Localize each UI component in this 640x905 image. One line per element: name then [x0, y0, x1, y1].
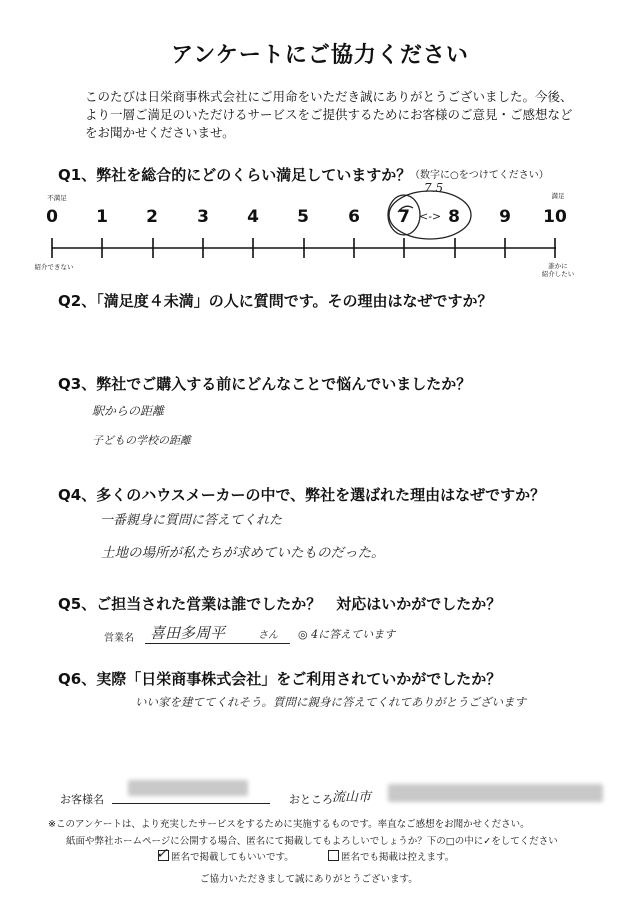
footer-note-2: 紙面や弊社ホームページに公開する場合、匿名にて掲載してもよろしいでしょうか？下の□の中に✓をしてください — [66, 836, 558, 847]
q1-low-label: 不満足 — [47, 194, 67, 202]
q2-question: Q2、「満足度４未満」の人に質問です。その理由はなぜですか？ — [58, 292, 493, 310]
footer-option-no[interactable] — [328, 850, 454, 865]
scale-number-2[interactable]: 2 — [146, 207, 158, 227]
scale-number-10[interactable]: 10 — [543, 207, 567, 227]
scale-number-5[interactable]: 5 — [297, 207, 309, 227]
scale-number-7[interactable]: 7 — [398, 207, 410, 227]
q5-sales-label: 営業名 — [104, 633, 134, 644]
circle-answer-mark — [389, 191, 471, 239]
q1-answer-note: 7.5 — [424, 181, 444, 195]
scale-number-6[interactable]: 6 — [348, 207, 360, 227]
q1-answer-arrows: <-> — [419, 210, 442, 223]
scale-number-8[interactable]: 8 — [448, 207, 460, 227]
footer-note-1: ※このアンケートは、より充実したサービスをするために実施するものです。率直なご感想をお聞かせください。 — [48, 819, 530, 830]
q4-answer-2: 土地の場所が私たちが求めていたものだった。 — [101, 545, 385, 561]
q6-answer: いい家を建ててくれそう。質問に親身に答えてくれてありがとうございます — [135, 695, 526, 709]
q3-answer-1: 駅からの距離 — [92, 404, 165, 418]
page-title: アンケートにご協力ください — [171, 43, 469, 68]
checkbox-no[interactable] — [328, 850, 339, 861]
scale-number-0[interactable]: 0 — [46, 207, 58, 227]
intro-line-2: より一層ご満足のいただけるサービスをご提供するためにお客様のご意見・ご感想など — [85, 107, 573, 122]
q5-honorific: さん — [258, 630, 278, 641]
intro-line-1: このたびは日栄商事株式会社にご用命をいただき誠にありがとうございました。今後、 — [85, 89, 573, 104]
handwritten-stroke — [398, 206, 413, 212]
scale-number-1[interactable]: 1 — [96, 207, 108, 227]
option-yes-label: 匿名で掲載してもいいです。 — [171, 852, 294, 863]
scale-number-4[interactable]: 4 — [247, 207, 259, 227]
scale-number-9[interactable]: 9 — [499, 207, 511, 227]
q1-right-end-label-1: 誰かに — [548, 262, 568, 270]
q3-answer-2: 子どもの学校の距離 — [92, 434, 191, 447]
footer-thanks: ご協力いただきまして誠にありがとうございます。 — [200, 874, 418, 885]
q5-name-underline — [145, 643, 290, 644]
customer-name-redacted — [128, 780, 248, 796]
customer-address-city: 流山市 — [332, 790, 372, 805]
q1-high-label: 満足 — [551, 192, 565, 200]
circle-7-mark — [388, 195, 420, 235]
scale-number-3[interactable]: 3 — [197, 207, 209, 227]
q6-question: Q6、実際「日栄商事株式会社」をご利用されていかがでしたか？ — [58, 670, 502, 688]
q1-question: Q1、弊社を総合的にどのくらい満足していますか？ — [58, 166, 412, 184]
customer-address-label: おところ — [289, 793, 333, 806]
customer-name-label: お客様名 — [60, 793, 104, 806]
q5-sales-name: 喜田多周平 — [150, 624, 226, 642]
customer-name-line — [112, 803, 270, 804]
footer-option-yes[interactable] — [158, 850, 294, 865]
q4-answer-1: 一番親身に質問に答えてくれた — [100, 513, 283, 528]
intro-line-3: をお聞かせくださいませ。 — [85, 125, 235, 140]
option-no-label: 匿名でも掲載は控えます。 — [341, 852, 455, 863]
q5-question: Q5、ご担当された営業は誰でしたか？ 対応はいかがでしたか？ — [58, 595, 502, 613]
q5-comment: ◎ 4に答えています — [298, 628, 396, 641]
customer-address-redacted — [388, 784, 603, 802]
checkmark-icon: ✓ — [156, 846, 168, 862]
q3-question: Q3、弊社でご購入する前にどんなことで悩んでいましたか？ — [58, 375, 472, 393]
q1-right-end-label-2: 紹介したい — [541, 270, 575, 278]
q4-question: Q4、多くのハウスメーカーの中で、弊社を選ばれた理由はなぜですか？ — [58, 486, 546, 504]
q1-hint: （数字に○をつけてください） — [410, 170, 549, 181]
q1-left-end-label: 紹介できない — [34, 263, 74, 271]
